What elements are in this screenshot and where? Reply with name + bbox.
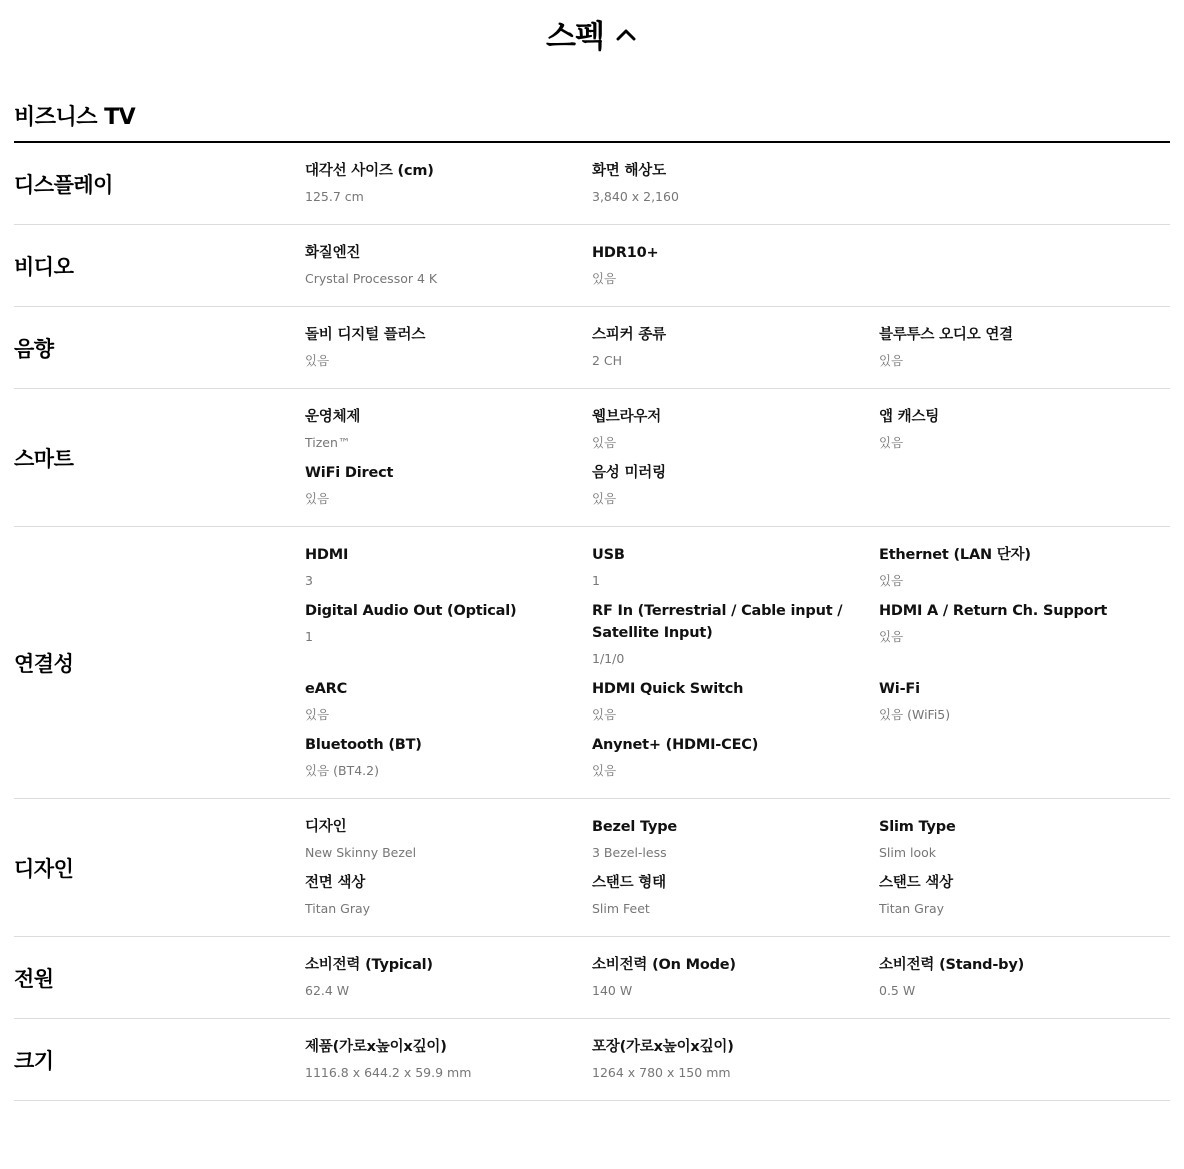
spec-grid bbox=[305, 937, 1170, 1018]
spec-item bbox=[592, 1036, 879, 1092]
spec-value: Slim look bbox=[879, 845, 937, 860]
spec-label: 대각선 사이즈 (cm) bbox=[305, 163, 434, 179]
spec-item bbox=[592, 816, 879, 872]
section-title: 스마트 bbox=[14, 446, 74, 471]
spec-value: 있음 bbox=[305, 491, 330, 506]
spec-label: 운영체제 bbox=[305, 409, 361, 425]
spec-value: 있음 bbox=[592, 763, 617, 778]
spec-label: 제품(가로x높이x깊이) bbox=[305, 1039, 447, 1055]
spec-item bbox=[305, 462, 592, 518]
spec-value: 있음 bbox=[305, 707, 330, 722]
spec-label: Digital Audio Out (Optical) bbox=[305, 603, 517, 619]
spec-value: 3 bbox=[305, 573, 313, 588]
spec-header-toggle[interactable] bbox=[0, 10, 1184, 56]
spec-label: eARC bbox=[305, 681, 348, 697]
section-title: 크기 bbox=[14, 1048, 54, 1073]
spec-grid bbox=[305, 799, 1170, 936]
spec-label: 웹브라우저 bbox=[592, 409, 662, 425]
spec-label: 스탠드 색상 bbox=[879, 875, 953, 891]
spec-label: WiFi Direct bbox=[305, 465, 394, 481]
spec-item bbox=[592, 324, 879, 380]
spec-value: 125.7 cm bbox=[305, 189, 364, 204]
spec-item bbox=[592, 160, 879, 216]
spec-label: Wi-Fi bbox=[879, 681, 920, 697]
spec-label: Bezel Type bbox=[592, 819, 678, 835]
spec-value: 2 CH bbox=[592, 353, 623, 368]
spec-value: 1/1/0 bbox=[592, 651, 625, 666]
spec-section bbox=[14, 389, 1170, 527]
spec-section bbox=[14, 799, 1170, 937]
spec-section bbox=[14, 143, 1170, 225]
category-title: 비즈니스 TV bbox=[14, 105, 136, 130]
spec-item bbox=[592, 734, 879, 790]
spec-value: 62.4 W bbox=[305, 983, 350, 998]
spec-value: 140 W bbox=[592, 983, 633, 998]
spec-grid bbox=[305, 1019, 1170, 1100]
spec-grid bbox=[305, 225, 1170, 306]
spec-value: 있음 bbox=[592, 435, 617, 450]
spec-item bbox=[305, 544, 592, 600]
spec-value: Slim Feet bbox=[592, 901, 650, 916]
spec-item bbox=[305, 872, 592, 928]
section-title: 음향 bbox=[14, 336, 54, 361]
spec-grid bbox=[305, 527, 1170, 798]
spec-section bbox=[14, 307, 1170, 389]
spec-label: Slim Type bbox=[879, 819, 956, 835]
spec-label: HDMI A / Return Ch. Support bbox=[879, 603, 1108, 619]
spec-grid bbox=[305, 389, 1170, 526]
spec-label: Ethernet (LAN 단자) bbox=[879, 547, 1031, 563]
spec-item bbox=[592, 462, 879, 518]
spec-item bbox=[592, 544, 879, 600]
section-title: 비디오 bbox=[14, 254, 74, 279]
spec-item bbox=[305, 816, 592, 872]
spec-value: 1 bbox=[305, 629, 313, 644]
spec-item bbox=[305, 954, 592, 1010]
spec-item bbox=[305, 678, 592, 734]
section-title: 연결성 bbox=[14, 651, 74, 676]
spec-label: HDMI Quick Switch bbox=[592, 681, 744, 697]
spec-value: 있음 bbox=[879, 573, 904, 588]
spec-label: 돌비 디지털 플러스 bbox=[305, 327, 426, 343]
spec-value: 0.5 W bbox=[879, 983, 916, 998]
spec-label: 스탠드 형태 bbox=[592, 875, 666, 891]
spec-value: 1264 x 780 x 150 mm bbox=[592, 1065, 731, 1080]
section-title: 디스플레이 bbox=[14, 172, 113, 197]
spec-item bbox=[879, 678, 1170, 734]
spec-label: 화질엔진 bbox=[305, 245, 361, 261]
spec-section bbox=[14, 937, 1170, 1019]
spec-value: Titan Gray bbox=[305, 901, 371, 916]
spec-item bbox=[879, 324, 1170, 380]
spec-item bbox=[305, 734, 592, 790]
spec-sections bbox=[14, 143, 1170, 1101]
spec-label: HDR10+ bbox=[592, 245, 659, 261]
spec-item bbox=[305, 160, 592, 216]
spec-grid bbox=[305, 143, 1170, 224]
spec-item bbox=[879, 954, 1170, 1010]
spec-item bbox=[879, 406, 1170, 462]
spec-value: 있음 bbox=[305, 353, 330, 368]
spec-item bbox=[592, 600, 879, 678]
spec-label: 소비전력 (On Mode) bbox=[592, 957, 736, 973]
spec-value: Tizen™ bbox=[305, 435, 351, 450]
spec-value: 있음 bbox=[879, 629, 904, 644]
spec-value: Crystal Processor 4 K bbox=[305, 271, 438, 286]
spec-item bbox=[305, 242, 592, 298]
spec-value: New Skinny Bezel bbox=[305, 845, 417, 860]
spec-value: Titan Gray bbox=[879, 901, 945, 916]
page-title: 스펙 bbox=[546, 18, 604, 55]
spec-value: 있음 bbox=[592, 707, 617, 722]
spec-section bbox=[14, 1019, 1170, 1101]
spec-value: 있음 bbox=[592, 491, 617, 506]
spec-label: 블루투스 오디오 연결 bbox=[879, 327, 1013, 343]
spec-label: Anynet+ (HDMI-CEC) bbox=[592, 737, 759, 753]
chevron-up-icon bbox=[614, 23, 638, 47]
spec-label: 스피커 종류 bbox=[592, 327, 666, 343]
spec-label: Bluetooth (BT) bbox=[305, 737, 422, 753]
spec-label: 전면 색상 bbox=[305, 875, 366, 891]
spec-label: 화면 해상도 bbox=[592, 163, 666, 179]
spec-value: 1 bbox=[592, 573, 600, 588]
spec-value: 있음 (WiFi5) bbox=[879, 707, 951, 722]
spec-value: 1116.8 x 644.2 x 59.9 mm bbox=[305, 1065, 472, 1080]
spec-section bbox=[14, 527, 1170, 799]
spec-section bbox=[14, 225, 1170, 307]
spec-item bbox=[305, 324, 592, 380]
spec-label: 소비전력 (Stand-by) bbox=[879, 957, 1025, 973]
spec-item bbox=[305, 1036, 592, 1092]
spec-label: HDMI bbox=[305, 547, 349, 563]
spec-item bbox=[879, 872, 1170, 928]
spec-item bbox=[305, 600, 592, 678]
spec-value: 3,840 x 2,160 bbox=[592, 189, 679, 204]
spec-item bbox=[592, 872, 879, 928]
section-title: 전원 bbox=[14, 966, 54, 991]
spec-value: 3 Bezel-less bbox=[592, 845, 667, 860]
section-title: 디자인 bbox=[14, 856, 74, 881]
spec-value: 있음 (BT4.2) bbox=[305, 763, 379, 778]
spec-item bbox=[879, 600, 1170, 678]
spec-item bbox=[879, 816, 1170, 872]
spec-label: 포장(가로x높이x깊이) bbox=[592, 1039, 734, 1055]
spec-value: 있음 bbox=[879, 353, 904, 368]
spec-item bbox=[592, 242, 879, 298]
spec-label: 소비전력 (Typical) bbox=[305, 957, 433, 973]
spec-label: 앱 캐스팅 bbox=[879, 409, 940, 425]
spec-value: 있음 bbox=[879, 435, 904, 450]
spec-label: RF In (Terrestrial / Cable input / Satellite Input) bbox=[592, 603, 843, 641]
spec-item bbox=[592, 406, 879, 462]
spec-item bbox=[592, 954, 879, 1010]
spec-value: 있음 bbox=[592, 271, 617, 286]
spec-label: USB bbox=[592, 547, 625, 563]
spec-item bbox=[592, 678, 879, 734]
spec-label: 음성 미러링 bbox=[592, 465, 666, 481]
spec-item bbox=[879, 544, 1170, 600]
spec-item bbox=[305, 406, 592, 462]
spec-label: 디자인 bbox=[305, 819, 347, 835]
spec-grid bbox=[305, 307, 1170, 388]
